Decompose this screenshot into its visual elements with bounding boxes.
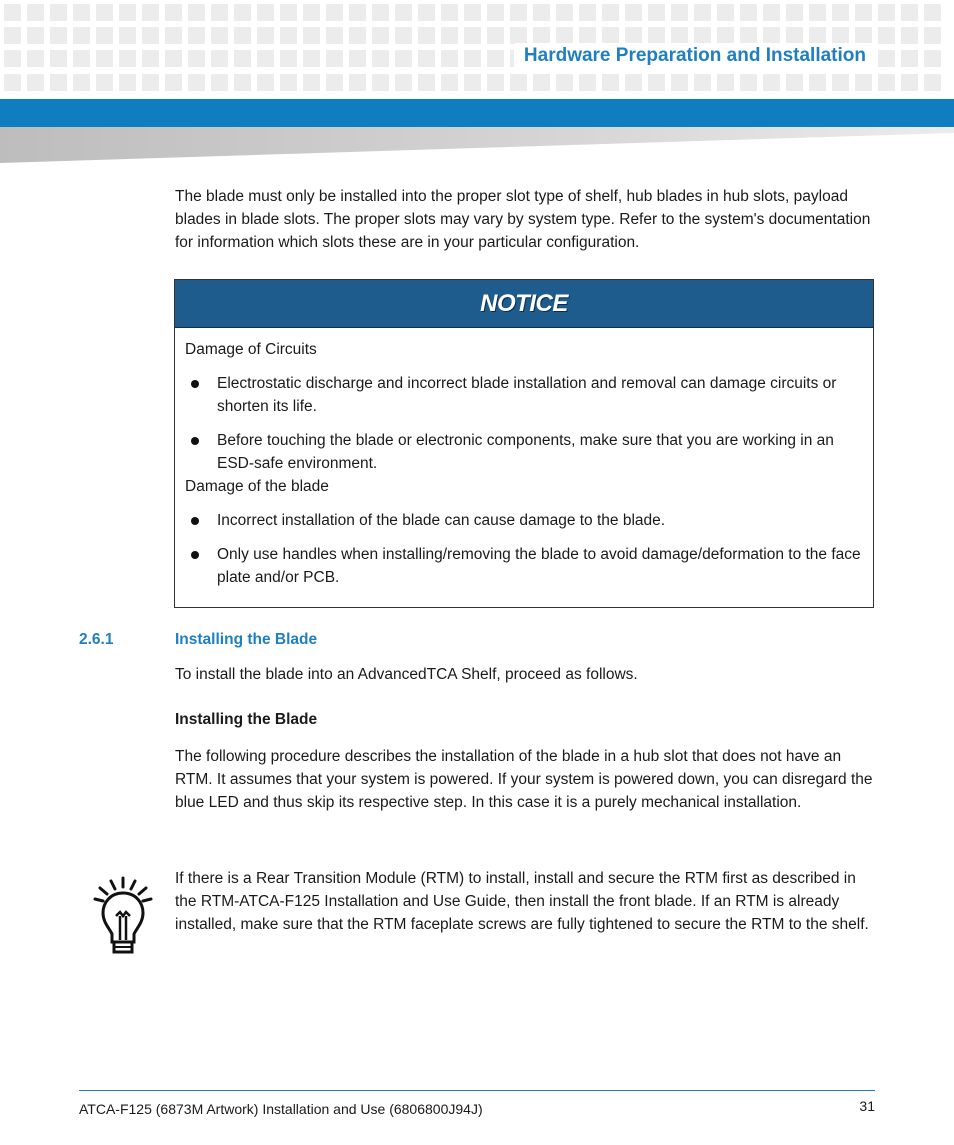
header-tile [96, 74, 113, 91]
header-tile [418, 74, 435, 91]
header-tile [418, 27, 435, 44]
header-tile [740, 4, 757, 21]
notice-box [174, 279, 874, 608]
header-tile [694, 4, 711, 21]
header-tile [27, 27, 44, 44]
header-tile [441, 4, 458, 21]
header-tile [165, 4, 182, 21]
header-tile [556, 4, 573, 21]
header-tile [510, 4, 527, 21]
header-tile [487, 4, 504, 21]
header-tile [487, 27, 504, 44]
header-tile [763, 4, 780, 21]
header-tile [234, 27, 251, 44]
header-tile [257, 27, 274, 44]
header-tile [740, 27, 757, 44]
header-tile [50, 50, 67, 67]
notice-group2-heading: Damage of the blade [185, 478, 329, 495]
lightbulb-icon [92, 876, 154, 958]
header-tile [855, 4, 872, 21]
header-tile [4, 27, 21, 44]
header-tile [211, 50, 228, 67]
running-header-title: Hardware Preparation and Installation [514, 43, 872, 69]
header-tile [671, 4, 688, 21]
header-tile [4, 50, 21, 67]
header-tile [625, 4, 642, 21]
header-tile [142, 74, 159, 91]
header-tile [119, 74, 136, 91]
header-tile [602, 27, 619, 44]
header-tile [280, 27, 297, 44]
header-tile [372, 50, 389, 67]
header-tile [602, 74, 619, 91]
header-tile [234, 74, 251, 91]
header-tile [326, 74, 343, 91]
header-tile [50, 74, 67, 91]
header-tile [349, 50, 366, 67]
list-item-text: Only use handles when installing/removing the blade to avoid damage/deformation to the face plate and/or PCB. [217, 546, 861, 586]
header-tile [395, 4, 412, 21]
header-tile [648, 27, 665, 44]
header-tile [96, 50, 113, 67]
header-tile [533, 4, 550, 21]
header-tile [165, 74, 182, 91]
list-item [185, 509, 863, 532]
header-tile [119, 50, 136, 67]
header-tile [188, 74, 205, 91]
header-tile [165, 50, 182, 67]
footer-page-number: 31 [859, 1098, 875, 1114]
header-tile [901, 4, 918, 21]
footer-document-title: ATCA-F125 (6873M Artwork) Installation and Use (6806800J94J) [79, 1101, 483, 1117]
header-tile [694, 74, 711, 91]
list-item-text: Before touching the blade or electronic components, make sure that you are working in an ESD-safe environment. [217, 432, 834, 472]
header-tile [671, 74, 688, 91]
header-tile [257, 74, 274, 91]
header-tile [556, 27, 573, 44]
header-tile [349, 4, 366, 21]
header-tile [464, 50, 481, 67]
header-tile [119, 4, 136, 21]
header-tile [878, 4, 895, 21]
bullet-icon [191, 437, 199, 445]
tile-row [4, 4, 941, 21]
procedure-subheading: Installing the Blade [175, 711, 318, 728]
header-tile [372, 27, 389, 44]
header-tile [234, 50, 251, 67]
notice-group1-list [185, 372, 863, 475]
header-tile [464, 27, 481, 44]
header-tile [96, 27, 113, 44]
header-tile [464, 4, 481, 21]
tile-row [4, 74, 941, 91]
header-tile [27, 74, 44, 91]
header-tile [142, 27, 159, 44]
header-tile [625, 74, 642, 91]
bullet-icon [191, 380, 199, 388]
header-tile [740, 74, 757, 91]
header-tile [119, 27, 136, 44]
header-tile [878, 50, 895, 67]
list-item [185, 543, 863, 589]
header-tile [901, 50, 918, 67]
footer-rule [79, 1090, 875, 1091]
header-tile [533, 74, 550, 91]
header-tile [326, 50, 343, 67]
header-tile [510, 27, 527, 44]
header-tile [648, 4, 665, 21]
header-tile [349, 74, 366, 91]
list-item-text: Incorrect installation of the blade can cause damage to the blade. [217, 512, 666, 529]
header-tile [855, 27, 872, 44]
header-tile [648, 74, 665, 91]
header-tile [441, 27, 458, 44]
intro-paragraph: The blade must only be installed into the proper slot type of shelf, hub blades in hub slots, payload blades in blade slots. The proper slots may vary by system type. Refer to the system's documentation for information which slots these are in your particular configuration. [175, 188, 871, 251]
header-tile [579, 27, 596, 44]
header-tile [211, 4, 228, 21]
list-item-text: Electrostatic discharge and incorrect blade installation and removal can damage circuits or shorten its life. [217, 375, 837, 415]
header-tile [924, 74, 941, 91]
header-tile [579, 4, 596, 21]
header-tile [717, 74, 734, 91]
notice-header [175, 280, 873, 328]
header-tile [303, 74, 320, 91]
notice-group1-heading: Damage of Circuits [185, 341, 317, 358]
header-tile [556, 74, 573, 91]
section-title: Installing the Blade [175, 631, 318, 648]
header-tile [211, 27, 228, 44]
header-tile [73, 27, 90, 44]
header-tile [924, 50, 941, 67]
header-tile [717, 27, 734, 44]
header-tile [579, 74, 596, 91]
header-tile [4, 4, 21, 21]
header-tile [73, 74, 90, 91]
header-tile [809, 27, 826, 44]
header-tile [257, 4, 274, 21]
header-tile [763, 27, 780, 44]
header-tile [809, 4, 826, 21]
header-tile [487, 74, 504, 91]
header-tile [211, 74, 228, 91]
header-tile [142, 4, 159, 21]
header-tile [142, 50, 159, 67]
header-tile [717, 4, 734, 21]
header-tile [418, 4, 435, 21]
header-tile [349, 27, 366, 44]
header-tile [395, 50, 412, 67]
header-tile [487, 50, 504, 67]
header-tile [188, 27, 205, 44]
header-tile [694, 27, 711, 44]
header-tile [602, 4, 619, 21]
header-tile [878, 74, 895, 91]
list-item [185, 429, 863, 475]
header-tile [855, 74, 872, 91]
header-tile [809, 74, 826, 91]
header-tile [280, 50, 297, 67]
header-tile [326, 4, 343, 21]
bullet-icon [191, 551, 199, 559]
header-tile [671, 27, 688, 44]
procedure-intro-paragraph: The following procedure describes the installation of the blade in a hub slot that does not have an RTM. It assumes that your system is powered. If your system is powered down, you can disregard the blue LED and thus skip its respective step. In this case it is a purely mechanical installation. [175, 748, 873, 811]
header-tile [303, 50, 320, 67]
header-tile [27, 50, 44, 67]
header-tile [303, 4, 320, 21]
header-tile [73, 4, 90, 21]
header-tile [832, 4, 849, 21]
header-tile [372, 4, 389, 21]
header-tile [441, 74, 458, 91]
header-tile [73, 50, 90, 67]
header-tile [901, 27, 918, 44]
notice-group2-list [185, 509, 863, 589]
header-tile [832, 27, 849, 44]
notice-title: NOTICE [480, 289, 568, 317]
header-tile [50, 4, 67, 21]
header-tile [901, 74, 918, 91]
header-tile [533, 27, 550, 44]
header-gray-wedge [0, 127, 954, 163]
section-lead-paragraph: To install the blade into an AdvancedTCA Shelf, proceed as follows. [175, 666, 638, 683]
header-tile [510, 74, 527, 91]
header-tile [464, 74, 481, 91]
header-blue-band [0, 99, 954, 127]
header-tile [786, 27, 803, 44]
notice-body [175, 328, 873, 589]
bullet-icon [191, 517, 199, 525]
header-tile [27, 4, 44, 21]
header-tile [878, 27, 895, 44]
header-tile [786, 4, 803, 21]
header-tile [188, 4, 205, 21]
header-tile [763, 74, 780, 91]
header-tile [280, 4, 297, 21]
header-tile [188, 50, 205, 67]
header-tile [372, 74, 389, 91]
header-tile [234, 4, 251, 21]
header-tile [832, 74, 849, 91]
header-tile [280, 74, 297, 91]
header-tile [50, 27, 67, 44]
header-tile [257, 50, 274, 67]
header-tile [395, 74, 412, 91]
header-tile [326, 27, 343, 44]
header-tile [395, 27, 412, 44]
header-tile [4, 74, 21, 91]
header-tile [441, 50, 458, 67]
tip-paragraph: If there is a Rear Transition Module (RTM) to install, install and secure the RTM first as described in the RTM-ATCA-F125 Installation and Use Guide, then install the front blade. If an RTM is already installed, make sure that the RTM faceplate screws are fully tightened to secure the RTM to the shelf. [175, 870, 869, 933]
list-item [185, 372, 863, 418]
header-tile [625, 27, 642, 44]
header-tile [786, 74, 803, 91]
header-tile [96, 4, 113, 21]
header-tile [303, 27, 320, 44]
header-tile [924, 4, 941, 21]
header-tile [418, 50, 435, 67]
header-tile [924, 27, 941, 44]
tile-row [4, 27, 941, 44]
header-tile [165, 27, 182, 44]
section-number: 2.6.1 [79, 631, 114, 648]
